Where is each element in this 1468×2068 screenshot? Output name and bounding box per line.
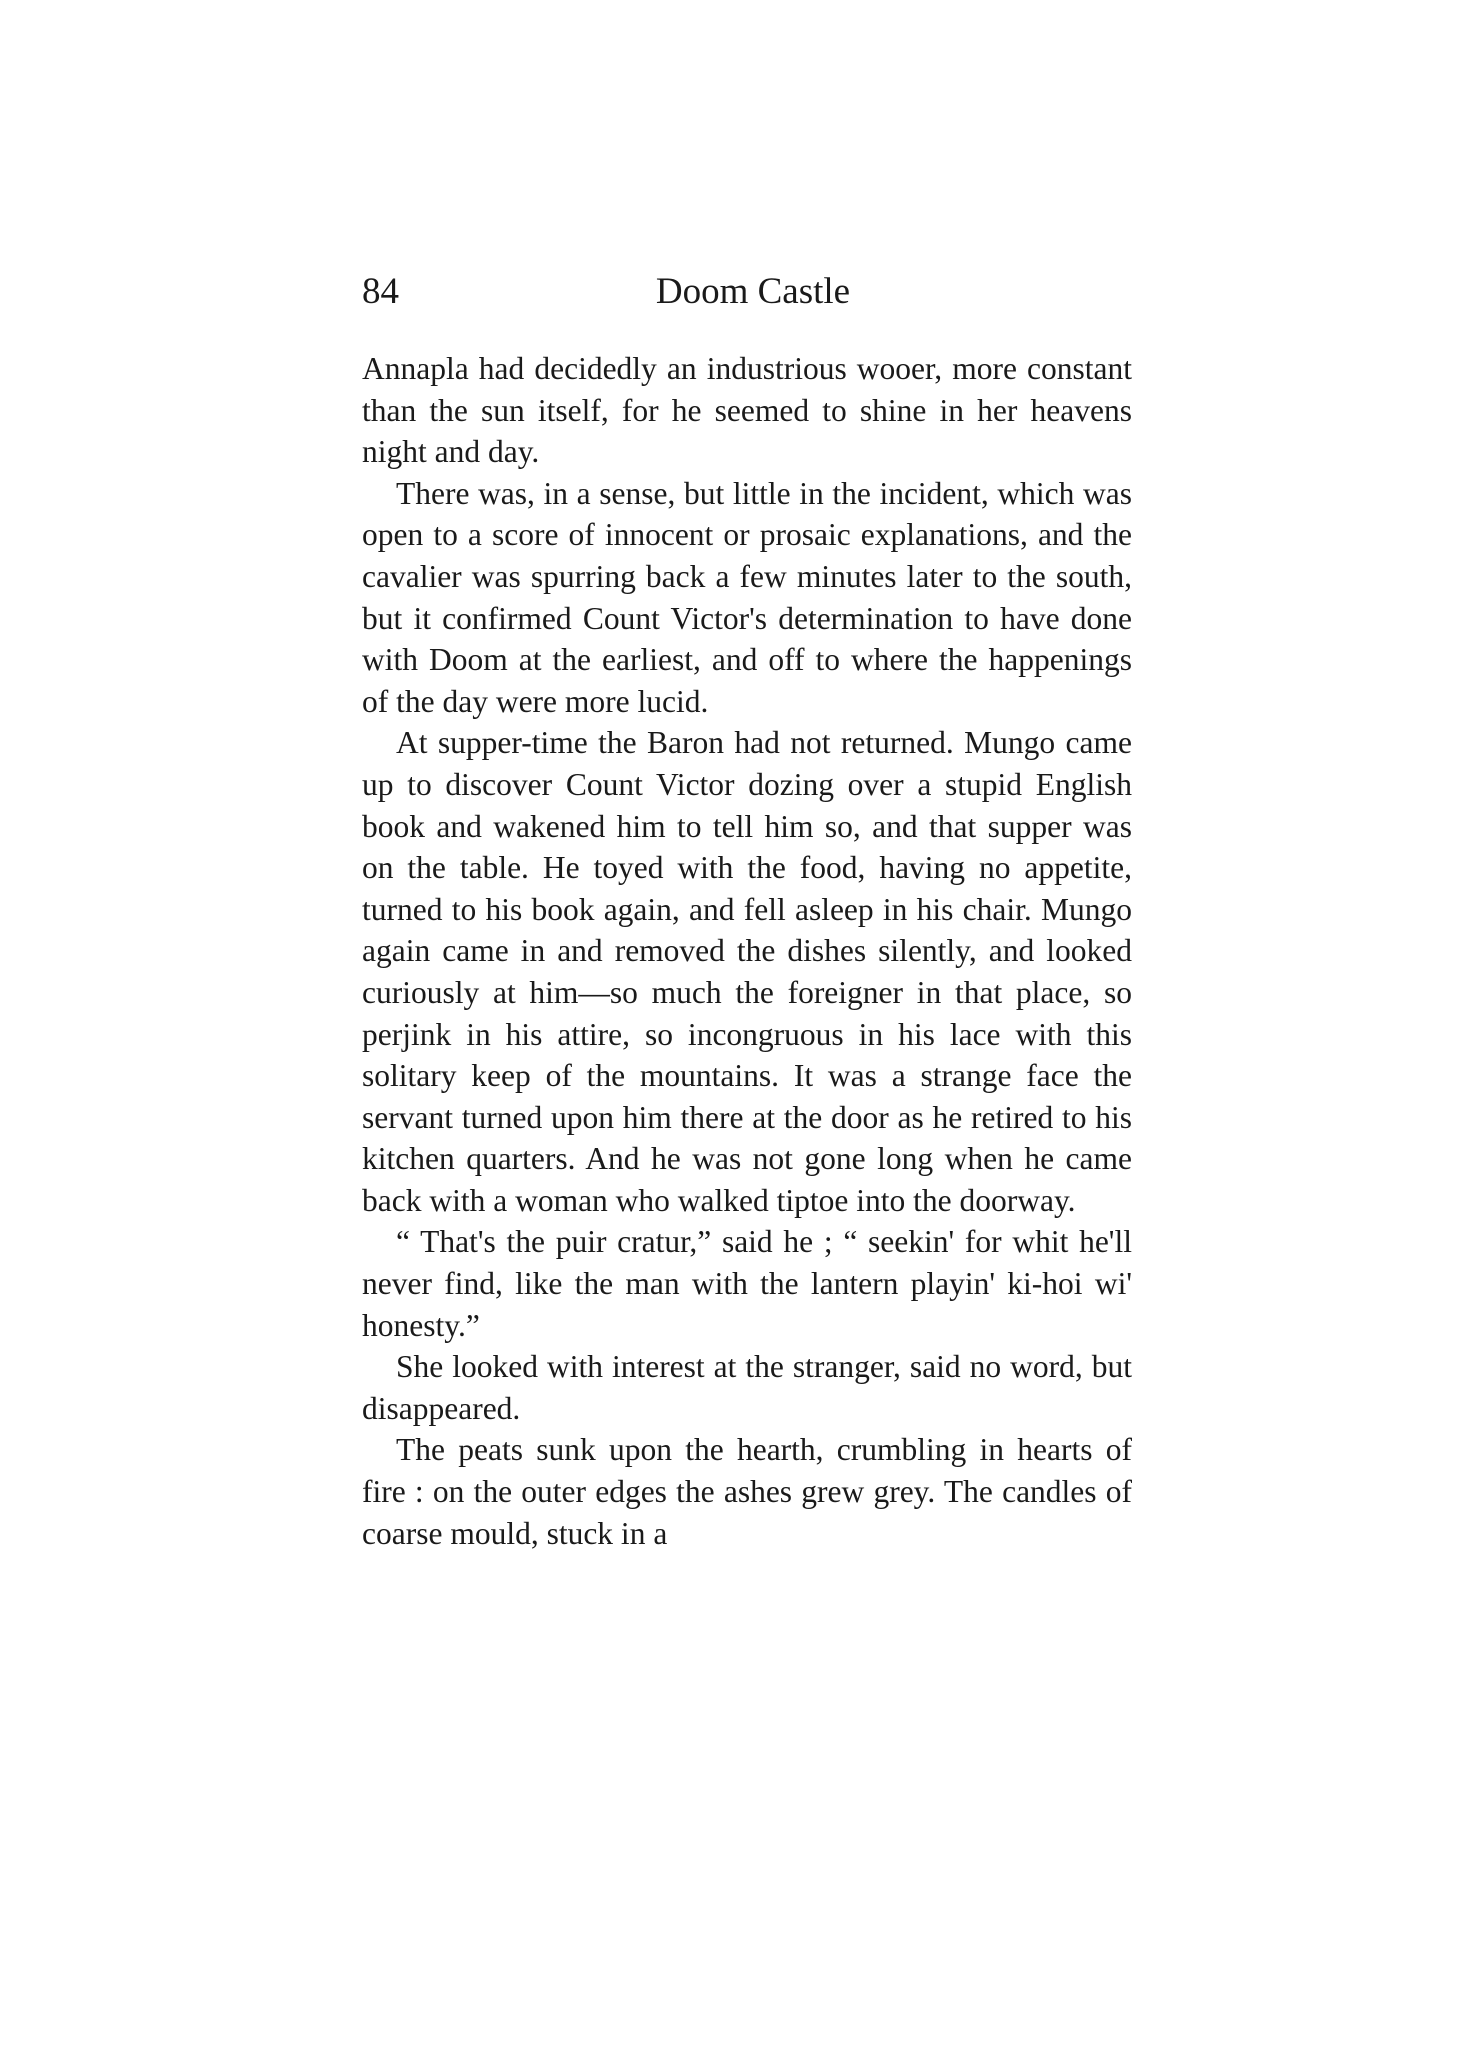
running-head (362, 270, 1132, 330)
book-title: Doom Castle (655, 271, 851, 312)
paragraph: She looked with interest at the stranger, said no word, but disappeared. (362, 1349, 1132, 1426)
paragraph: The peats sunk upon the hearth, crumbling in hearts of fire : on the outer edges the ashes grew grey. The candles of coarse mould, stuck in a (362, 1432, 1132, 1551)
paragraph: At supper-time the Baron had not returned. Mungo came up to discover Count Victor dozing over a stupid English book and wakened him to tell him so, and that supper was on the table. He toyed with the food, having no appetite, turned to his book again, and fell asleep in his chair. Mungo again came in and removed the dishes silently, and looked curiously at him—so much the foreigner in that place, so perjink in his attire, so incongruous in his lace with this solitary keep of the mountains. It was a strange face the servant turned upon him there at the door as he retired to his kitchen quarters. And he was not gone long when he came back with a woman who walked tiptoe into the doorway. (362, 725, 1132, 1218)
paragraph: “ That's the puir cratur,” said he ; “ seekin' for whit he'll never find, like the man with the lantern playin' ki-hoi wi' honesty.” (362, 1224, 1132, 1343)
paragraph: Annapla had decidedly an industrious wooer, more constant than the sun itself, for he seemed to shine in her heavens night and day. (362, 351, 1132, 470)
body-text (362, 348, 1132, 1554)
page-number: 84 (362, 271, 399, 312)
book-page (362, 270, 1132, 1554)
paragraph: There was, in a sense, but little in the incident, which was open to a score of innocent or prosaic explanations, and the cavalier was spurring back a few minutes later to the south, but it confirmed Count Victor's determination to have done with Doom at the earliest, and off to where the happenings of the day were more lucid. (362, 475, 1132, 719)
